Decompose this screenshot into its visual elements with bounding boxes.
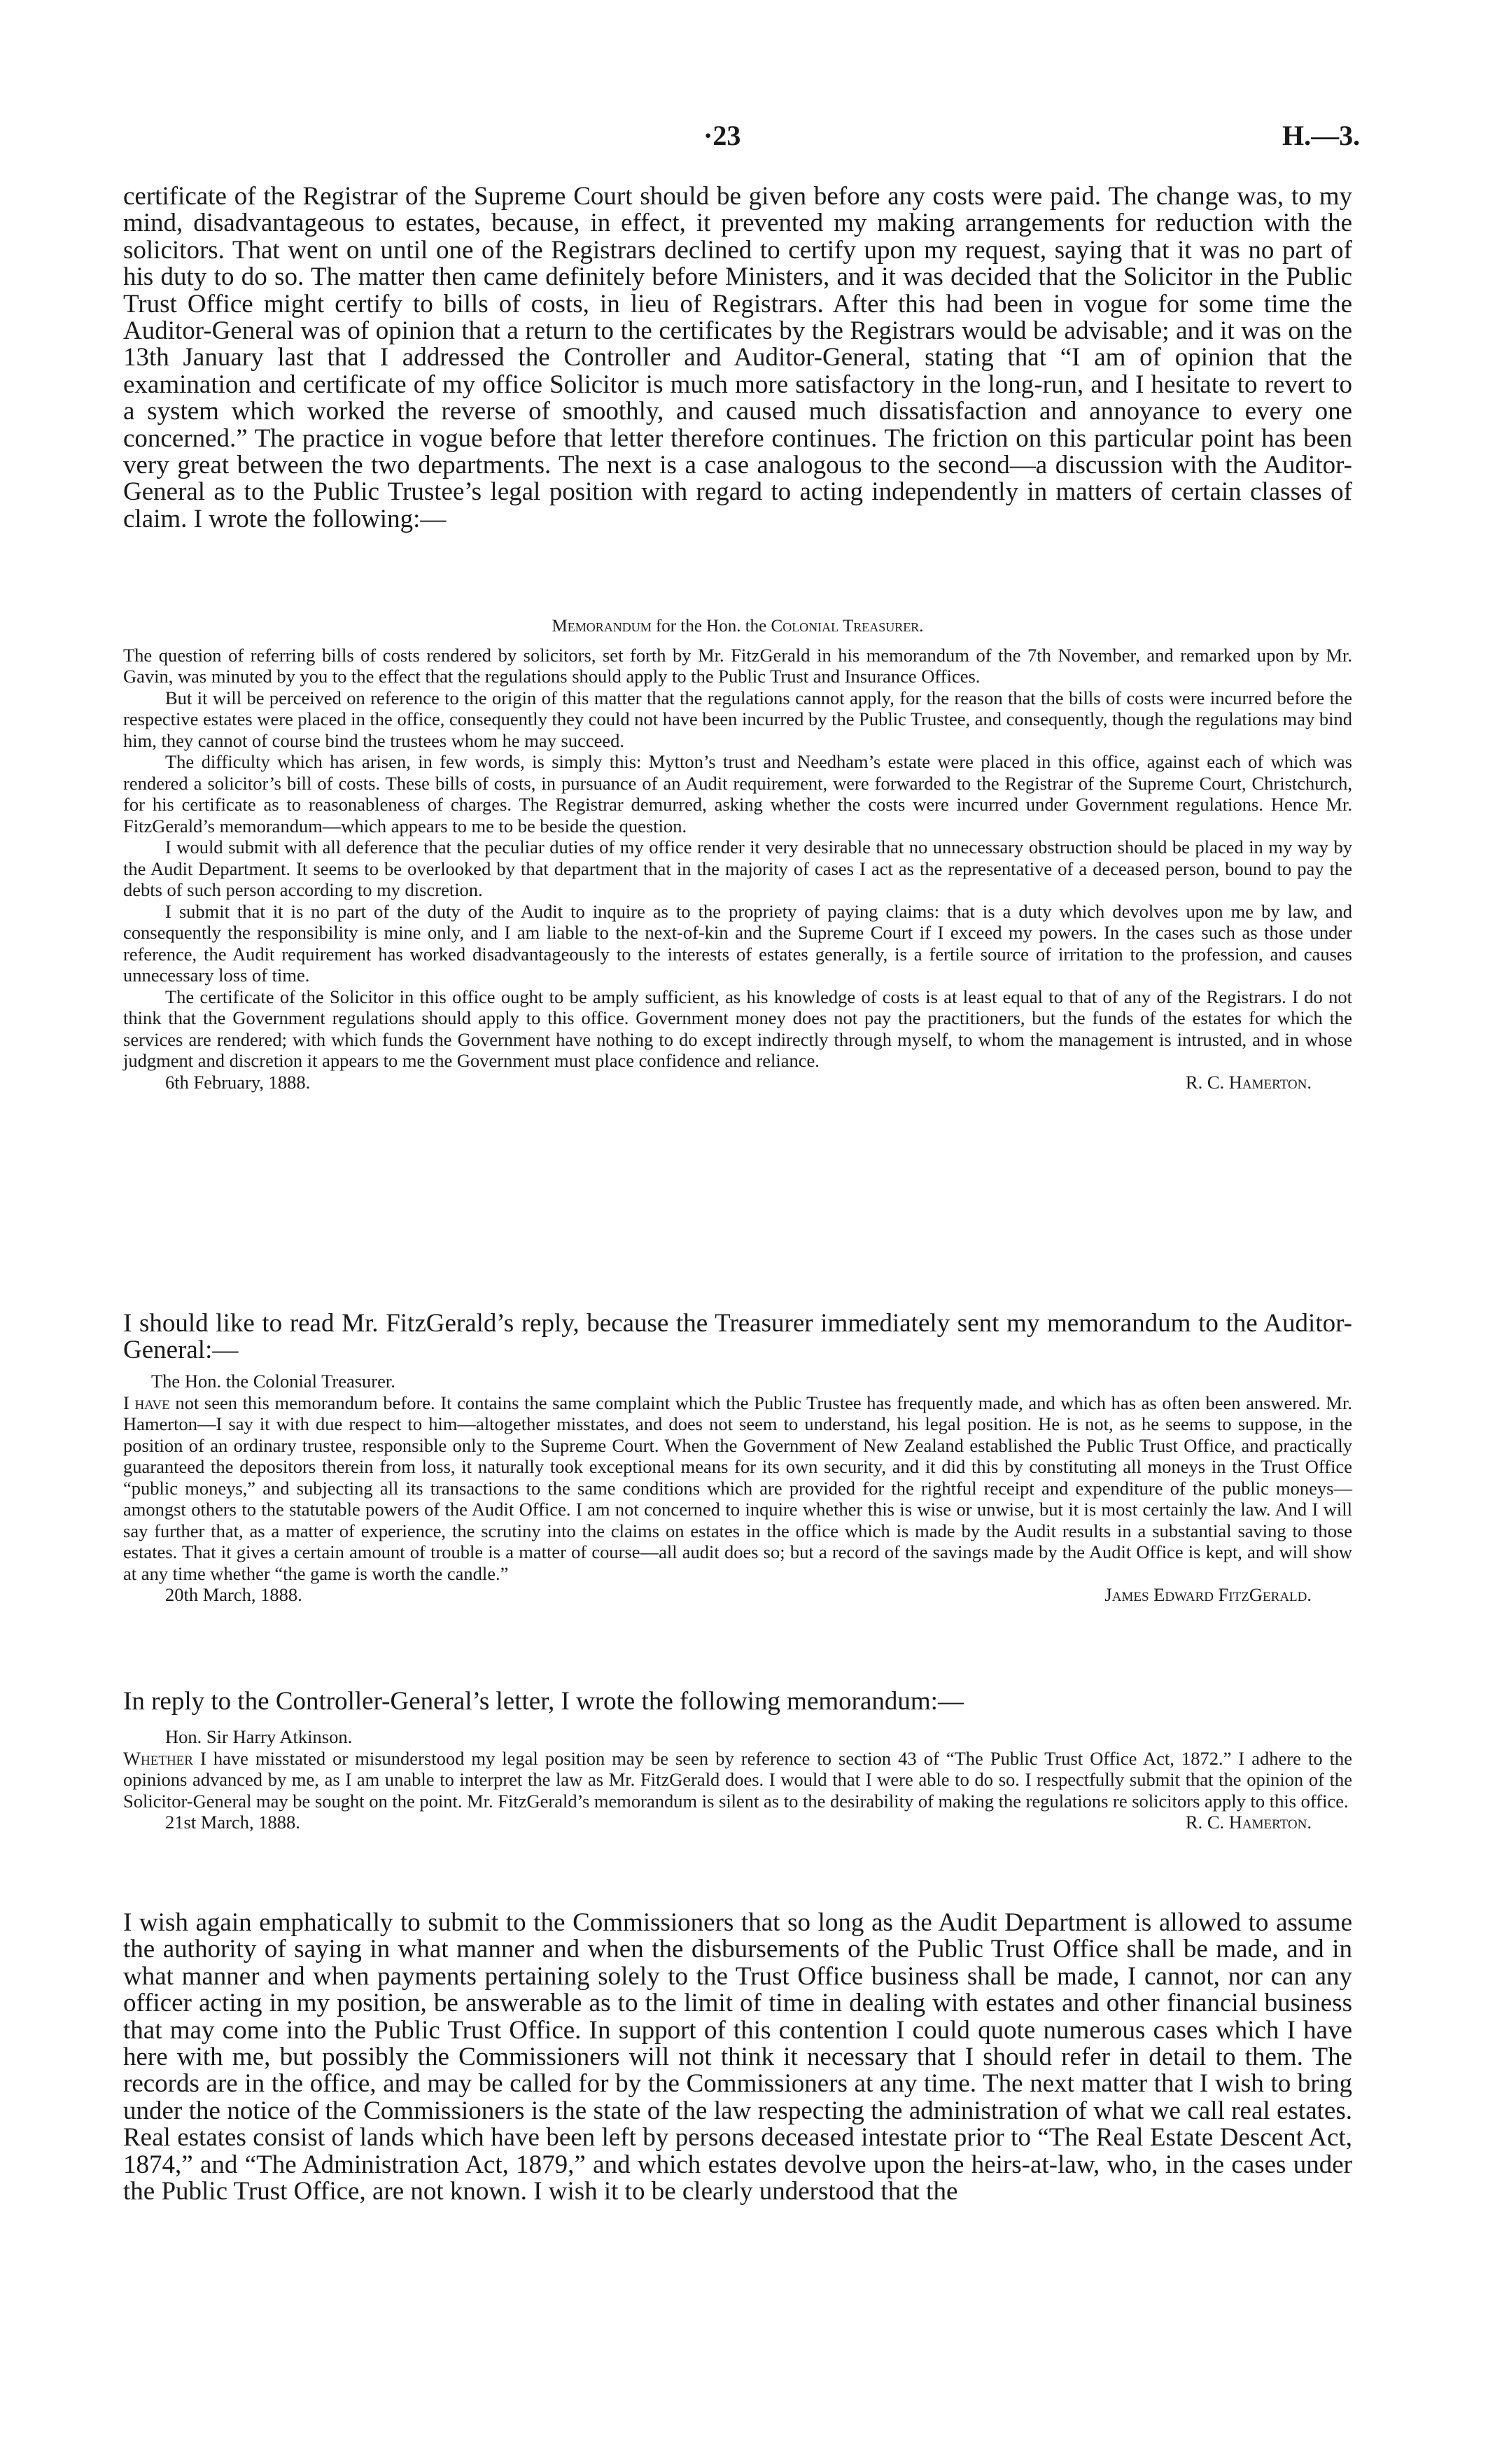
paragraph-3: In reply to the Controller-General’s letter, I wrote the following memorandum:— <box>123 1687 964 1716</box>
memo-paragraph: The certificate of the Solicitor in this office ought to be amply sufficient, as his knowledge of costs is at least equal to that of any of the Registrars. I do not think that the Government regulations should apply to this office. Government money does not pay the practitioners, but the funds of the estates for which the services are rendered; with which funds the Government have nothing to do except indirectly through myself, to whom the management is intrusted, and in whose judgment and discretion it appears to me the Government must place confidence and reliance. <box>123 986 1352 1071</box>
memo-signature: R. C. Hamerton. <box>1185 1812 1312 1833</box>
memo-paragraph: The question of referring bills of costs rendered by solicitors, set forth by Mr. FitzGerald in his memorandum of the 7th November, and remarked upon by Mr. Gavin, was minuted by you to the effect that the regulations should apply to the Public Trust and Insurance Offices. <box>123 644 1352 687</box>
memo-signature: James Edward FitzGerald. <box>1104 1584 1312 1605</box>
memo-addressee: The Hon. the Colonial Treasurer. <box>151 1371 395 1392</box>
memo-paragraph <box>123 1748 1352 1812</box>
memo-heading-prefix: Memorandum <box>552 617 652 636</box>
memo-paragraph: The difficulty which has arisen, in few words, is simply this: Mytton’s trust and Needham’s estate were placed in this office, against each of which was rendered a solicitor’s bill of costs. These bills of costs, in pursuance of an Audit requirement, were forwarded to the Registrar of the Supreme Court, Christchurch, for his certificate as to reasonableness of charges. The Registrar demurred, asking whether the costs were incurred under Government regulations. Hence Mr. FitzGerald’s memorandum—which appears to me to be beside the question. <box>123 751 1352 836</box>
memo-body: not seen this memorandum before. It contains the same complaint which the Public Trustee has frequently made, and which has as often been answered. Mr. Hamerton—I say it with due respect to him—altogether misstates, and does not seem to understand, his legal position. He is not, as he seems to suppose, in the position of an ordinary trustee, responsible only to the Supreme Court. When the Government of New Zealand established the Public Trust Office, and practically guaranteed the depositors therein from loss, it naturally took exceptional means for its own security, and it did this by constituting all moneys in the Trust Office “public moneys,” and subjecting all its transactions to the same conditions which are provided for the rightful receipt and expenditure of the public moneys—amongst others to the statutable powers of the Audit Office. I am not concerned to inquire whether this is wise or unwise, but it is most certainly the law. And I will say further that, as a matter of experience, the scrutiny into the claims on estates in the office which is made by the Audit results in a substantial saving to those estates. That it gives a certain amount of trouble is a matter of course—all audit does so; but a record of the savings made by the Audit Office is kept, and will show at any time whether “the game is worth the candle.” <box>123 1392 1352 1584</box>
page-number: ·23 <box>703 120 741 151</box>
memo-signature-line <box>123 1072 1352 1093</box>
memo-heading <box>123 616 1352 638</box>
memo-paragraph: I would submit with all deference that the peculiar duties of my office render it very desirable that no unnecessary obstruction should be placed in my way by the Audit Department. It seems to be overlooked by that department that in the majority of cases I act as the representative of a deceased person, bound to pay the debts of such person according to my discretion. <box>123 836 1352 900</box>
memo-body: I have misstated or misunderstood my legal position may be seen by reference to section 43 of “The Public Trust Office Act, 1872.” I adhere to the opinions advanced by me, as I am unable to interpret the law as Mr. FitzGerald does. I would that I were able to do so. I respectfully submit that the opinion of the Solicitor-General may be sought on the point. Mr. FitzGerald’s memorandum is silent as to the desirability of making the regulations re solicitors apply to this office. <box>123 1747 1352 1812</box>
paragraph-4: I wish again emphatically to submit to the Commissioners that so long as the Audit Department is allowed to assume the authority of saying in what manner and when the disbursements of the Public Trust Office shall be made, and in what manner and when payments pertaining solely to the Trust Office business shall be made, I cannot, nor can any officer acting in my position, be answerable as to the limit of time in dealing with estates and other financial business that may come into the Public Trust Office. In support of this contention I could quote numerous cases which I have here with me, but possibly the Commissioners will not think it necessary that I should refer in detail to them. The records are in the office, and may be called for by the Commissioners at any time. The next matter that I wish to bring under the notice of the Commissioners is the state of the law respecting the administration of what we call real estates. Real estates consist of lands which have been left by persons deceased intestate prior to “The Real Estate Descent Act, 1874,” and “The Administration Act, 1879,” and which estates devolve upon the heirs-at-law, who, in the cases under the Public Trust Office, are not known. I wish it to be clearly understood that the <box>123 1908 1352 2206</box>
memorandum-atkinson <box>123 1726 1352 1833</box>
memo-paragraph: I submit that it is no part of the duty of the Audit to inquire as to the propriety of paying claims: that is a duty which devolves upon me by law, and consequently the responsibility is mine only, and I am liable to the next-of-kin and the Supreme Court if I exceed my powers. In the cases such as those under reference, the Audit requirement has worked disadvantageously to the interests of estates generally, is a fertile source of irritation to the profession, and causes unnecessary loss of time. <box>123 900 1352 986</box>
memo-paragraph <box>123 1392 1352 1585</box>
memo-heading-office: Colonial Treasurer. <box>771 617 924 636</box>
memo-date: 20th March, 1888. <box>165 1584 302 1605</box>
memo-date: 21st March, 1888. <box>165 1812 300 1833</box>
paragraph-1: certificate of the Registrar of the Supreme Court should be given before any costs were paid. The change was, to my mind, disadvantageous to estates, because, in effect, it prevented my making arrangements for reduction with the solicitors. That went on until one of the Registrars declined to certify upon my request, saying that it was no part of his duty to do so. The matter then came definitely before Ministers, and it was decided that the Solicitor in the Public Trust Office might certify to bills of costs, in lieu of Registrars. After this had been in vogue for some time the Auditor-General was of opinion that a return to the certificates by the Registrars would be advisable; and it was on the 13th January last that I addressed the Controller and Auditor-General, stating that “I am of opinion that the examination and certificate of my office Solicitor is much more satisfactory in the long-run, and I hesitate to revert to a system which worked the reverse of smoothly, and caused much dissatisfaction and annoyance to every one concerned.” The practice in vogue before that letter therefore continues. The friction on this particular point has been very great between the two departments. The next is a case analogous to the second—a discussion with the Auditor-General as to the Public Trustee’s legal position with regard to acting independently in matters of certain classes of claim. I wrote the following:— <box>123 182 1352 533</box>
memo-signature: R. C. Hamerton. <box>1185 1071 1312 1093</box>
memo-addressee: Hon. Sir Harry Atkinson. <box>165 1726 353 1747</box>
memo-first-word: I have <box>123 1392 170 1413</box>
memo-heading-rest: for the Hon. the <box>651 617 771 636</box>
memo-paragraph: But it will be perceived on reference to the origin of this matter that the regulations cannot apply, for the reason that the bills of costs were incurred before the respective estates were placed in the office, consequently they could not have been incurred by the Public Trustee, and consequently, though the regulations may bind him, they cannot of course bind the trustees whom he may succeed. <box>123 687 1352 751</box>
paragraph-2: I should like to read Mr. FitzGerald’s reply, because the Treasurer immediately sent my memorandum to the Auditor-General:— <box>123 1309 1352 1365</box>
memo-signature-line <box>123 1812 1352 1833</box>
memo-first-word: Whether <box>123 1747 193 1769</box>
memorandum-auditor-reply <box>123 1371 1352 1606</box>
memorandum-treasurer <box>123 616 1352 1093</box>
memo-signature-line <box>123 1584 1352 1606</box>
memo-date: 6th February, 1888. <box>165 1071 311 1093</box>
document-reference: H.—3. <box>1282 120 1361 151</box>
